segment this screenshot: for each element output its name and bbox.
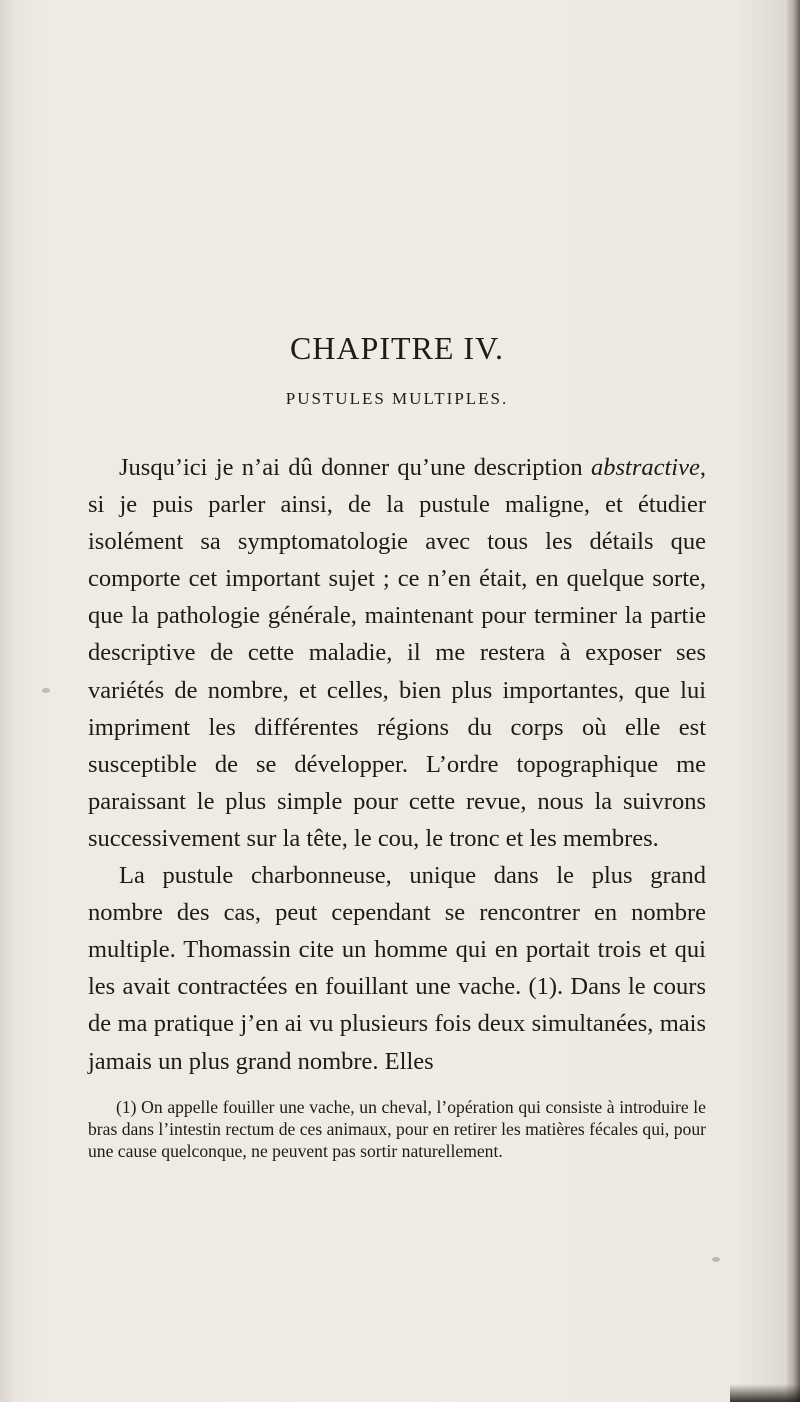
page-gutter bbox=[0, 0, 14, 1402]
paper-spot bbox=[42, 688, 50, 693]
paragraph-2: La pustule charbonneuse, unique dans le plus grand nombre des cas, peut cependant se rencontrer en nombre multiple. Thomassin cite un homme qui en portait trois et qui les avait contractées en fouillant une vache. (1). Dans le cours de ma pratique j’en ai vu plusieurs fois deux simultanées, mais jamais un plus grand nombre. Elles bbox=[88, 862, 706, 1075]
section-title: PUSTULES MULTIPLES. bbox=[285, 389, 509, 408]
page-corner-shadow bbox=[730, 1384, 800, 1402]
footnote: (1) On appelle fouiller une vache, un cheval, l’opération qui consiste à introduire le bras dans l’intestin rectum de ces animaux, pour en retirer les matières fécales qui, pour une cause quelconque, ne peuvent pas sortir naturellement. bbox=[88, 1096, 706, 1161]
paragraph-1 bbox=[88, 449, 706, 857]
paragraph-1-tail: , si je puis parler ainsi, de la pustule maligne, et étudier isolément sa symptomatologie avec tous les détails que comporte cet important sujet ; ce n’en était, en quelque sorte, que la pathologie générale, maintenant pour terminer la partie descriptive de cette maladie, il me restera à exposer ses variétés de nombre, et celles, bien plus importantes, que lui impriment les différentes régions du corps où elle est susceptible de se développer. L’ordre topographique me paraissant le plus simple pour cette revue, nous la suivrons successivement sur la tête, le cou, le tronc et les membres. bbox=[88, 454, 706, 852]
paragraph-1-lead: Jusqu’ici je n’ai dû donner qu’une description bbox=[119, 454, 591, 481]
page-text bbox=[88, 330, 706, 1162]
paper-spot bbox=[712, 1257, 720, 1262]
page-edge bbox=[786, 0, 800, 1402]
paragraph-1-emphasis: abstractive bbox=[591, 454, 700, 481]
chapter-title: CHAPITRE IV. bbox=[289, 330, 505, 366]
